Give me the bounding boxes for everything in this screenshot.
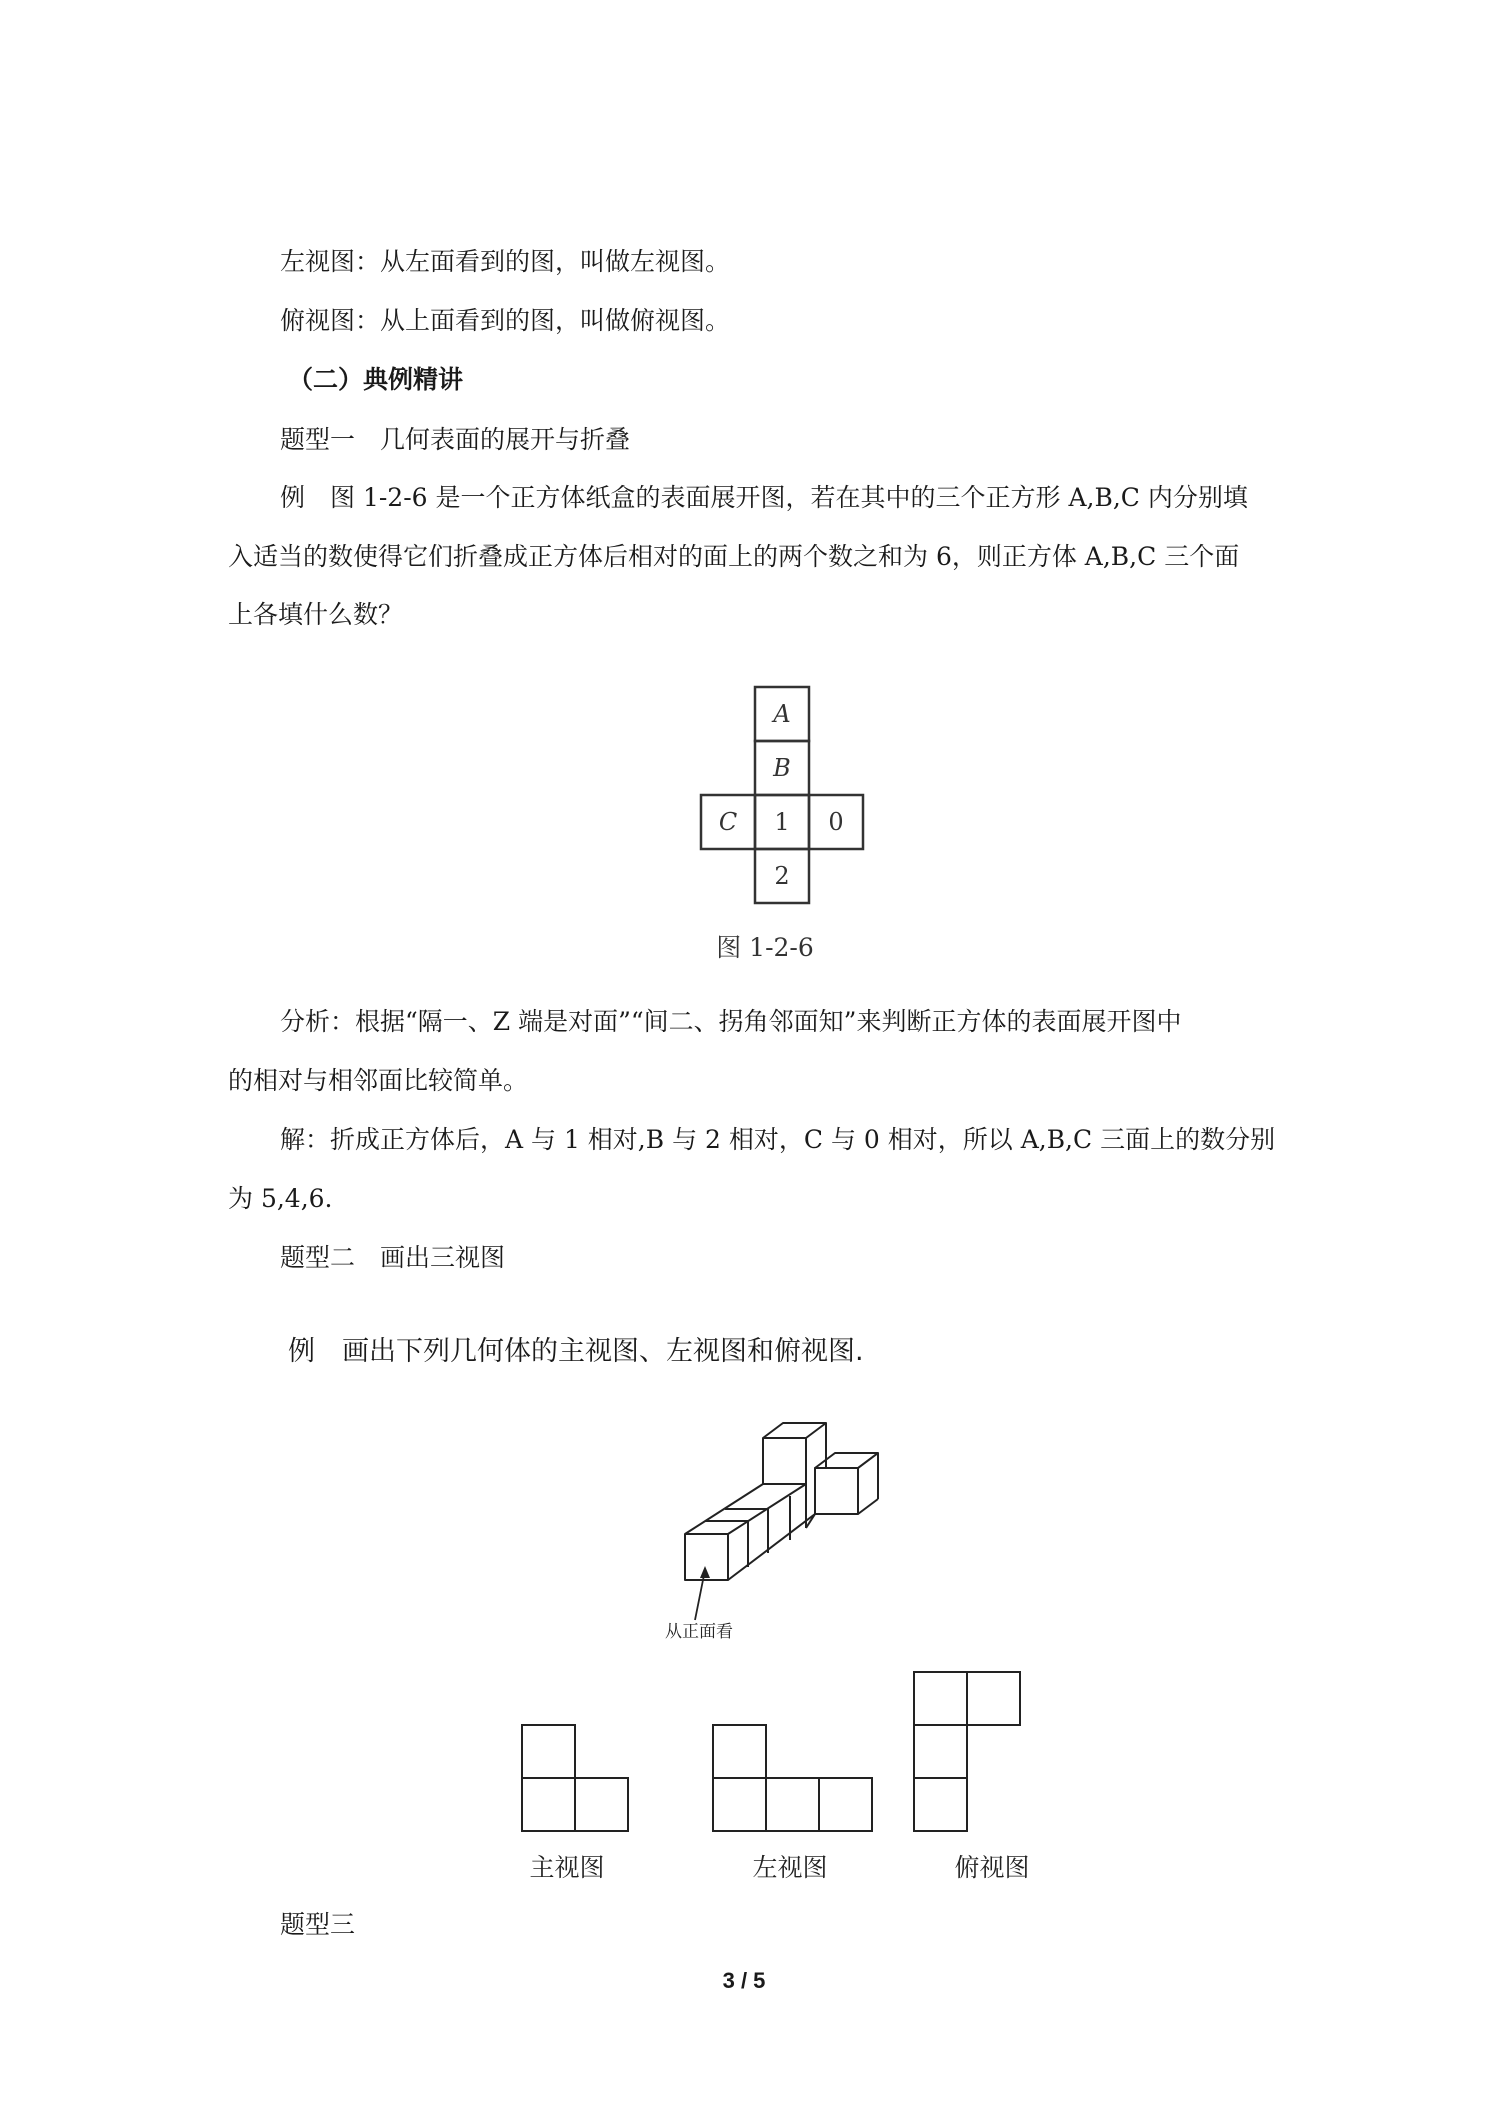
net-label-a: A — [773, 700, 791, 728]
front-view-drawing — [522, 1725, 628, 1831]
net-label-b: B — [773, 754, 791, 782]
left-view-label: 左视图 — [752, 1853, 828, 1882]
example1-text-line2: 入适当的数使得它们折叠成正方体后相对的面上的两个数之和为 6，则正方体 A,B,C 三个面 — [228, 542, 1240, 571]
net-caption: 图 1-2-6 — [716, 933, 814, 962]
example1-text-line1: 例 图 1-2-6 是一个正方体纸盒的表面展开图，若在其中的三个正方形 A,B,C 内分别填 — [280, 483, 1248, 512]
analysis-line1: 分析：根据“隔一、Z 端是对面”“间二、拐角邻面知”来判断正方体的表面展开图中 — [280, 1007, 1182, 1036]
type1-heading: 题型一 几何表面的展开与折叠 — [280, 425, 631, 454]
front-view-label: 主视图 — [529, 1853, 605, 1882]
top-view-label: 俯视图 — [954, 1853, 1030, 1882]
example2-text: 例 画出下列几何体的主视图、左视图和俯视图. — [288, 1336, 864, 1367]
net-label-zero: 0 — [828, 808, 844, 836]
solution-line1: 解：折成正方体后，A 与 1 相对,B 与 2 相对，C 与 0 相对，所以 A,B,C 三面上的数分别 — [280, 1125, 1276, 1154]
cube-net-figure — [680, 655, 900, 975]
page-number: 3 / 5 — [722, 1968, 766, 1993]
net-label-c: C — [718, 808, 738, 836]
net-label-one: 1 — [774, 808, 790, 836]
net-label-two: 2 — [774, 862, 790, 890]
left-view-definition: 左视图：从左面看到的图，叫做左视图。 — [280, 247, 731, 276]
analysis-line2: 的相对与相邻面比较简单。 — [228, 1066, 529, 1095]
three-views-figure — [500, 1655, 1060, 1885]
arrow-label: 从正面看 — [665, 1622, 733, 1640]
top-view-drawing — [914, 1672, 1020, 1831]
example1-text-line3: 上各填什么数？ — [228, 600, 404, 629]
type2-heading: 题型二 画出三视图 — [280, 1243, 506, 1272]
solid-figure — [665, 1420, 905, 1640]
left-view-drawing — [713, 1725, 872, 1831]
solution-line2: 为 5,4,6. — [228, 1184, 333, 1213]
section-heading: （二）典例精讲 — [288, 365, 464, 394]
type3-heading: 题型三 — [280, 1910, 356, 1939]
top-view-definition: 俯视图：从上面看到的图，叫做俯视图。 — [280, 306, 731, 335]
